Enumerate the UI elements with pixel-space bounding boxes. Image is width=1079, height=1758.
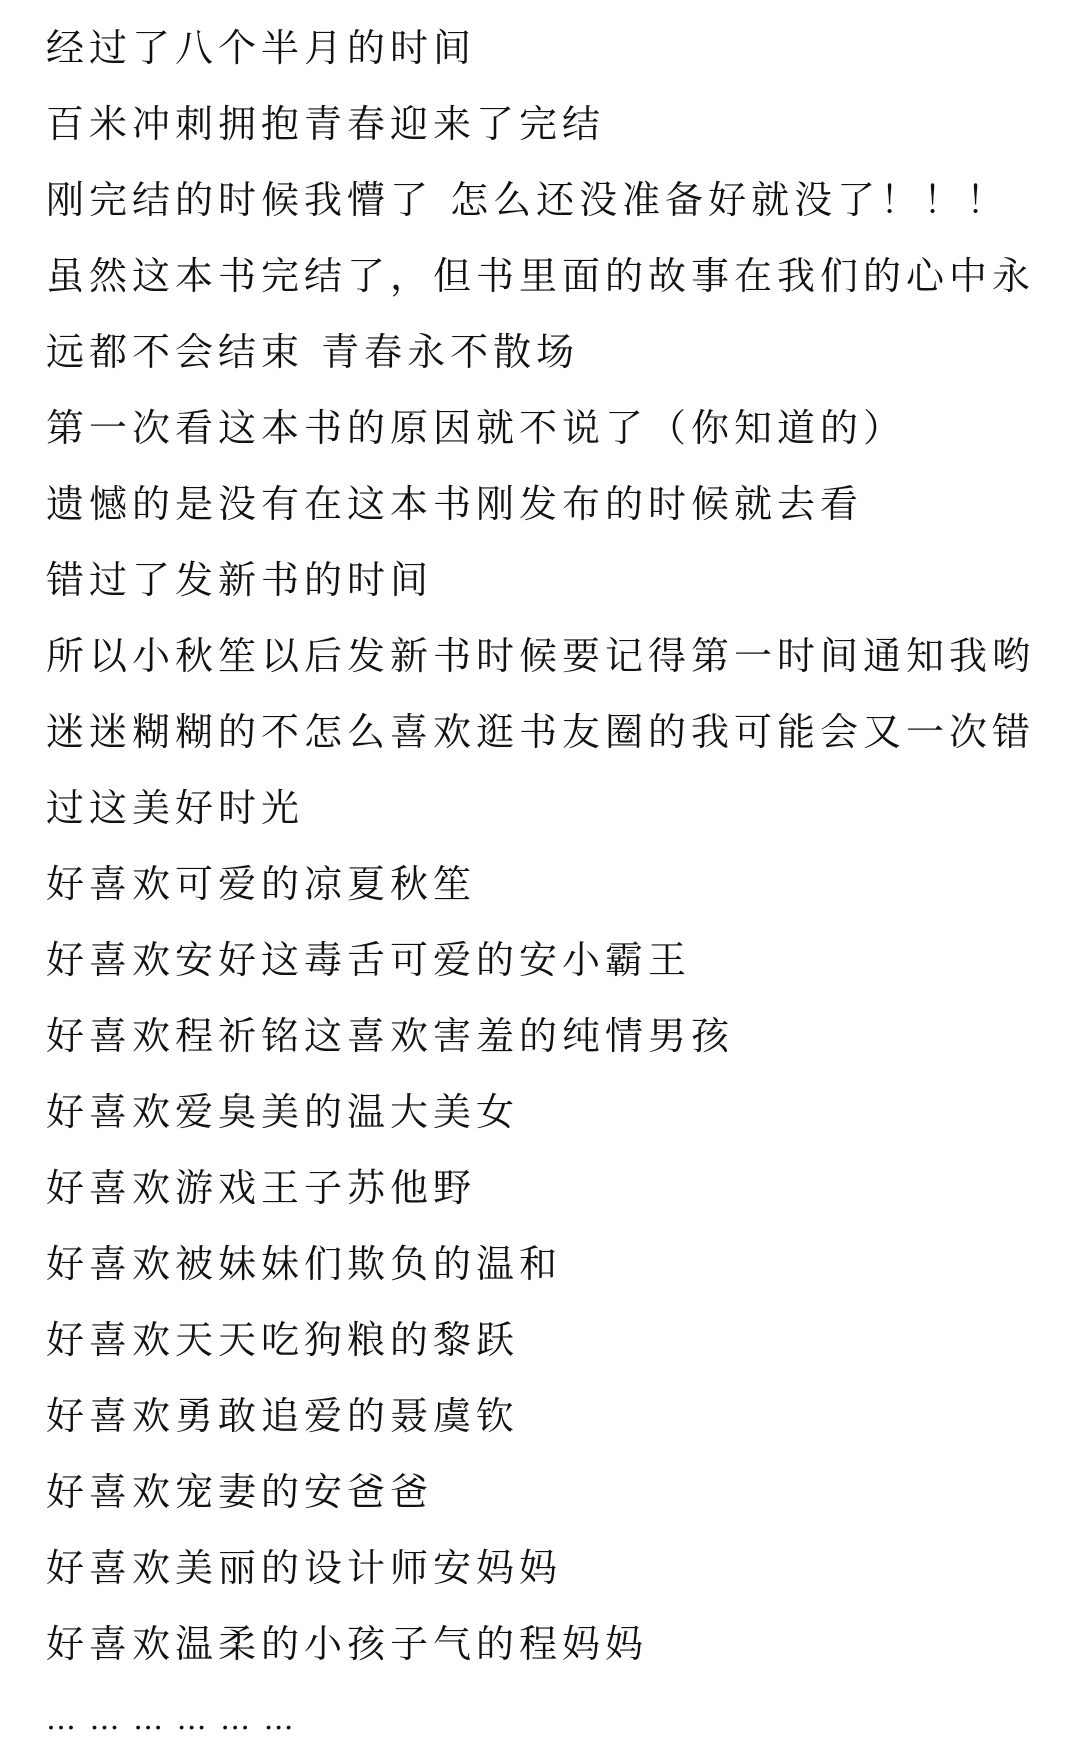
- note-line: 好喜欢天天吃狗粮的黎跃: [46, 1318, 520, 1362]
- note-line: 百米冲刺拥抱青春迎来了完结: [46, 102, 606, 146]
- note-line: 刚完结的时候我懵了 怎么还没准备好就没了！！！: [46, 178, 1010, 222]
- note-line: 迷迷糊糊的不怎么喜欢逛书友圈的我可能会又一次错: [46, 710, 1036, 754]
- note-line: 好喜欢勇敢追爱的聂虞钦: [46, 1394, 520, 1438]
- note-line: 远都不会结束 青春永不散场: [46, 330, 580, 374]
- note-line: 好喜欢美丽的设计师安妈妈: [46, 1546, 563, 1590]
- note-line: 虽然这本书完结了，但书里面的故事在我们的心中永: [46, 254, 1036, 298]
- note-line: 错过了发新书的时间: [46, 558, 434, 602]
- note-line: 好喜欢爱臭美的温大美女: [46, 1090, 520, 1134]
- note-line: 好喜欢温柔的小孩子气的程妈妈: [46, 1622, 649, 1666]
- note-line: 所以小秋笙以后发新书时候要记得第一时间通知我哟: [46, 634, 1036, 678]
- note-line: 好喜欢游戏王子苏他野: [46, 1166, 477, 1210]
- note-line: 好喜欢被妹妹们欺负的温和: [46, 1242, 563, 1286]
- note-line: 第一次看这本书的原因就不说了（你知道的）: [46, 406, 907, 450]
- note-line: 好喜欢宠妻的安爸爸: [46, 1470, 434, 1514]
- note-line: 遗憾的是没有在这本书刚发布的时候就去看: [46, 482, 864, 526]
- note-line: 过这美好时光: [46, 786, 305, 830]
- note-lines: [46, 10, 1056, 1758]
- note-line: 好喜欢程祈铭这喜欢害羞的纯情男孩: [46, 1014, 735, 1058]
- note-line: 经过了八个半月的时间: [46, 26, 477, 70]
- note-line: 好喜欢安好这毒舌可爱的安小霸王: [46, 938, 692, 982]
- note-line: 好喜欢可爱的凉夏秋笙: [46, 862, 477, 906]
- note-ellipsis-line: … … … … … …: [46, 1702, 296, 1737]
